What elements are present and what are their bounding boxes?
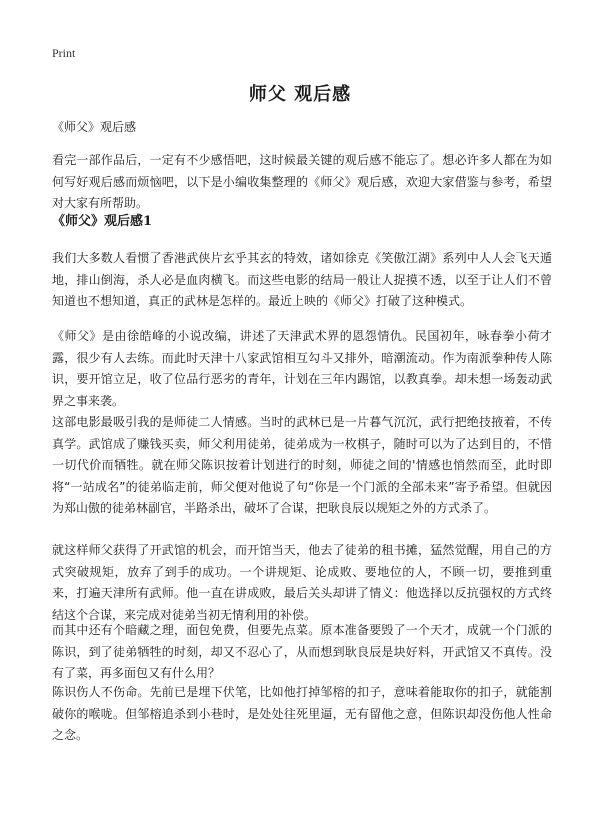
paragraph-6: 陈识伤人不伤命。先前已是埋下伏笔，比如他打掉邹榕的扣子，意味着能取你的扣子，就能割破你的喉咙。但邹榕追杀到小巷时，是处处往死里逼，无有留他之意，但陈识却没伤他人性命之念。	[52, 685, 552, 742]
document-subtitle: 《师父》观后感	[52, 120, 137, 134]
paragraph-4: 就这样师父获得了开武馆的机会，而开馆当天，他去了徒弟的租书摊，猛然觉醒，用自己的方式突破规矩，放弃了到手的成功。一个讲规矩、论成败、要地位的人，不顾一切，要推到重来，打遍天津所有武师。他一直在讲成败，最后关头却讲了情义：他选择以反抗强权的方式终结这个合谋，来完成对徒弟当初无情利用的补偿。	[52, 543, 552, 622]
paragraph-1: 我们大多数人看惯了香港武侠片玄乎其玄的特效，诸如徐克《笑傲江湖》系列中人人会飞天遁地，排山倒海，杀人必是血肉横飞。而这些电影的结局一般让人捉摸不透，以至于让人们不曾知道也不想知道，真正的武林是怎样的。最近上映的《师父》打破了这种模式。	[52, 251, 552, 308]
paragraph-3: 这部电影最吸引我的是师徒二人情感。当时的武林已是一片暮气沉沉，武行把绝技掖着，不传真学。武馆成了赚钱买卖，师父利用徒弟，徒弟成为一枚棋子，随时可以为了达到目的，不惜一切代价而牺牲。就在师父陈识按着计划进行的时刻，师徒之间的'情感也悄然而至，此时即将“一站成名”的徒弟临走前，师父便对他说了句“你是一个门派的全部未来”寄予希望。但就因为郑山傲的徒弟林副官，半路杀出，破坏了合谋，把耿良辰以规矩之外的方式杀了。	[52, 415, 552, 515]
intro-paragraph: 看完一部作品后，一定有不少感悟吧，这时候最关键的观后感不能忘了。想必许多人都在为如何写好观后感而烦恼吧，以下是小编收集整理的《师父》观后感，欢迎大家借鉴与参考，希望对大家有所帮助。	[52, 153, 552, 210]
page-title: 师父 观后感	[248, 84, 352, 105]
section-heading: 《师父》观后感1	[52, 214, 153, 229]
print-link[interactable]: Print	[52, 46, 76, 60]
paragraph-5: 而其中还有个暗藏之理，面包免费，但要先点菜。原本准备要毁了一个天才，成就一个门派的陈识，到了徒弟牺牲的时刻，却又不忍心了，从而想到耿良辰是块好料，开武馆又不真传。没有了菜，再多面包又有什么用？	[52, 623, 552, 680]
paragraph-2: 《师父》是由徐皓峰的小说改编，讲述了天津武术界的恩怨情仇。民国初年，咏春拳小荷才露，很少有人去练。而此时天津十八家武馆相互勾斗又排外，暗潮流动。作为南派拳种传人陈识，要开馆立足，收了位品行恶劣的青年，计划在三年内踢馆，以教真拳。却未想一场轰动武界之事来袭。	[52, 329, 552, 408]
